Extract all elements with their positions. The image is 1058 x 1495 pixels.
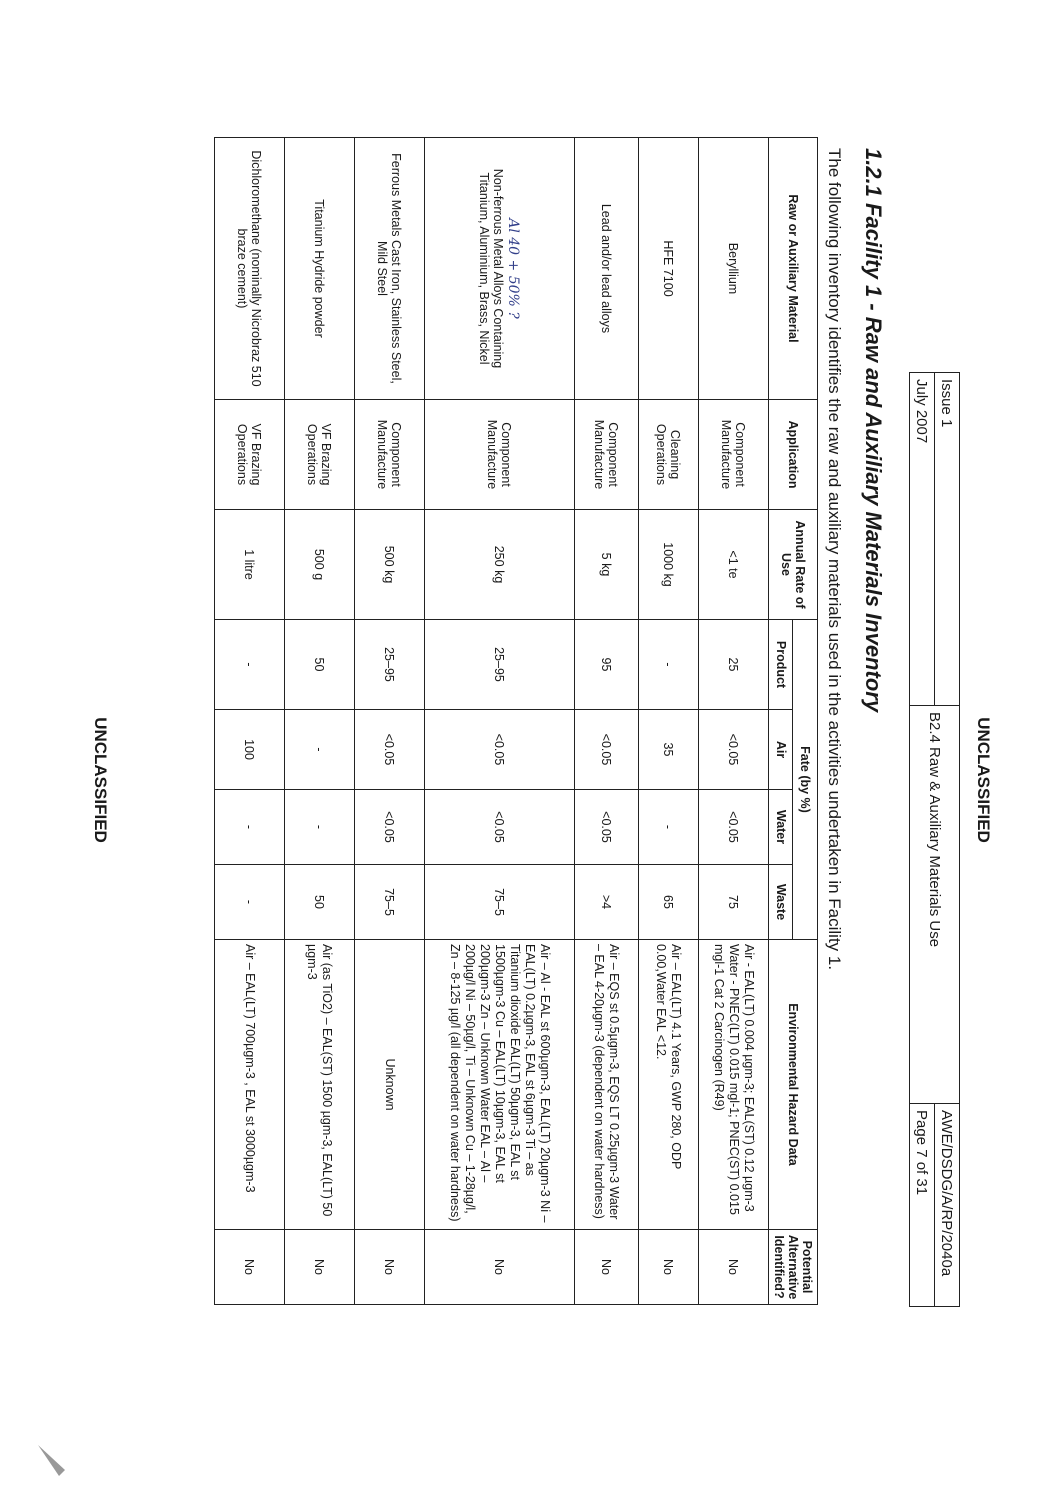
- hazard-cell: Air – EAL(LT) 700µgm-3 , EAL st 3000µgm-3: [215, 940, 285, 1230]
- water-cell: <0.05: [575, 790, 639, 865]
- header-rate: Annual Rate of Use: [769, 510, 818, 620]
- application-cell: Component Manufacture: [355, 400, 425, 510]
- hazard-cell: Unknown: [355, 940, 425, 1230]
- hazard-cell: Air – EQS st 0.5µgm-3, EQS LT 0.25µgm-3 Water – EAL 4-20µgm-3 (dependent on water hardness): [575, 940, 639, 1230]
- hazard-cell: Air – Al - EAL st 600µgm-3, EAL(LT) 20µgm-3 Ni – EAL(LT) 0.2µgm-3, EAL st 6µgm-3 Ti – as Titanium dioxide EAL(LT) 50µgm-3, EAL st 1500µgm-3 Cu – EAL(LT) 10µgm-3, EAL st 200µgm-3 Zn – Unknown Water EAL – Al – 200µg/l Ni – 50µg/l, Ti – Unknown Cu – 1-28µg/l, Zn – 8-125 µg/l (all dependent on water hardness): [425, 940, 575, 1230]
- product-cell: -: [215, 620, 285, 710]
- table-row: [699, 138, 769, 1305]
- application-cell: Component Manufacture: [425, 400, 575, 510]
- application-cell: Component Manufacture: [699, 400, 769, 510]
- table-row: [215, 138, 285, 1305]
- hazard-cell: Air – EAL(LT) 4.1 Years, GWP 280, ODP 0.00,Water EAL <12.: [639, 940, 699, 1230]
- material-cell: Lead and/or lead alloys: [575, 138, 639, 400]
- header-air: Air: [769, 710, 794, 790]
- header-water: Water: [769, 790, 794, 865]
- water-cell: <0.05: [699, 790, 769, 865]
- table-row: [355, 138, 425, 1305]
- air-cell: <0.05: [699, 710, 769, 790]
- waste-cell: 75: [699, 865, 769, 940]
- table-row: [639, 138, 699, 1305]
- section-cell: B2.4 Raw & Auxiliary Materials Use: [910, 706, 960, 1104]
- classification-banner-bottom: UNCLASSIFIED: [91, 717, 110, 843]
- inventory-table: [214, 137, 818, 1305]
- alternative-cell: No: [215, 1230, 285, 1305]
- application-cell: Component Manufacture: [575, 400, 639, 510]
- material-cell: Dichloromethane (nominally Nicrobraz 510 braze cement): [215, 138, 285, 400]
- table-row: [575, 138, 639, 1305]
- alternative-cell: No: [699, 1230, 769, 1305]
- material-cell: HFE 7100: [639, 138, 699, 400]
- rate-cell: 1 litre: [215, 510, 285, 620]
- water-cell: -: [639, 790, 699, 865]
- table-row: [425, 138, 575, 1305]
- air-cell: <0.05: [425, 710, 575, 790]
- product-cell: -: [639, 620, 699, 710]
- document-header-table: [909, 372, 960, 1307]
- air-cell: <0.05: [355, 710, 425, 790]
- rate-cell: <1 te: [699, 510, 769, 620]
- header-fate: Fate (by %): [793, 620, 818, 940]
- rate-cell: 1000 kg: [639, 510, 699, 620]
- product-cell: 25–95: [355, 620, 425, 710]
- waste-cell: 65: [639, 865, 699, 940]
- section-intro: The following inventory identifies the raw and auxiliary materials used in the activities undertaken in Facility 1.: [825, 148, 844, 971]
- waste-cell: >4: [575, 865, 639, 940]
- header-product: Product: [769, 620, 794, 710]
- waste-cell: 50: [285, 865, 355, 940]
- material-cell: [425, 138, 575, 400]
- page-number-cell: Page 7 of 31: [910, 1104, 935, 1307]
- product-cell: 50: [285, 620, 355, 710]
- alternative-cell: No: [285, 1230, 355, 1305]
- application-cell: VF Brazing Operations: [285, 400, 355, 510]
- rate-cell: 5 kg: [575, 510, 639, 620]
- classification-banner-top: UNCLASSIFIED: [974, 717, 993, 843]
- reference-cell: AWE/DSDG/A/RP/2040a: [935, 1104, 960, 1307]
- water-cell: -: [215, 790, 285, 865]
- alternative-cell: No: [355, 1230, 425, 1305]
- water-cell: <0.05: [425, 790, 575, 865]
- header-alternative: Potential Alternative Identified?: [769, 1230, 818, 1305]
- material-cell: Beryllium: [699, 138, 769, 400]
- header-material: Raw or Auxiliary Material: [769, 138, 818, 400]
- alternative-cell: No: [639, 1230, 699, 1305]
- product-cell: 25: [699, 620, 769, 710]
- header-application: Application: [769, 400, 818, 510]
- air-cell: <0.05: [575, 710, 639, 790]
- section-title: 1.2.1 Facility 1 - Raw and Auxiliary Materials Inventory: [861, 148, 886, 713]
- application-cell: VF Brazing Operations: [215, 400, 285, 510]
- water-cell: -: [285, 790, 355, 865]
- hazard-cell: Air - EAL(LT) 0.004 µgm-3; EAL(ST) 0.12 µgm-3 Water - PNEC(LT) 0.015 mgl-1; PNEC(ST) 0.015 mgl-1 Cat 2 Carcinogen (R49): [699, 940, 769, 1230]
- header-hazard: Environmental Hazard Data: [769, 940, 818, 1230]
- header-waste: Waste: [769, 865, 794, 940]
- water-cell: <0.05: [355, 790, 425, 865]
- material-label: Non-ferrous Metal Alloys Containing Titanium, Aluminium, Brass, Nickel: [477, 168, 506, 369]
- hazard-cell: Air (as TiO2) – EAL(ST) 1500 µgm-3, EAL(LT) 50 µgm-3: [285, 940, 355, 1230]
- material-cell: Ferrous Metals Cast Iron, Stainless Steel, Mild Steel: [355, 138, 425, 400]
- product-cell: 25–95: [425, 620, 575, 710]
- alternative-cell: No: [425, 1230, 575, 1305]
- issue-cell: Issue 1: [935, 373, 960, 706]
- air-cell: 100: [215, 710, 285, 790]
- product-cell: 95: [575, 620, 639, 710]
- alternative-cell: No: [575, 1230, 639, 1305]
- corner-pen-mark: [33, 1440, 73, 1480]
- waste-cell: 75–5: [355, 865, 425, 940]
- air-cell: -: [285, 710, 355, 790]
- date-cell: July 2007: [910, 373, 935, 706]
- handwritten-annotation: Al 40 + 50% ?: [505, 218, 522, 319]
- material-cell: Titanium Hydride powder: [285, 138, 355, 400]
- air-cell: 35: [639, 710, 699, 790]
- application-cell: Cleaning Operations: [639, 400, 699, 510]
- waste-cell: 75–5: [425, 865, 575, 940]
- waste-cell: -: [215, 865, 285, 940]
- rate-cell: 500 g: [285, 510, 355, 620]
- rate-cell: 500 kg: [355, 510, 425, 620]
- table-row: [285, 138, 355, 1305]
- rate-cell: 250 kg: [425, 510, 575, 620]
